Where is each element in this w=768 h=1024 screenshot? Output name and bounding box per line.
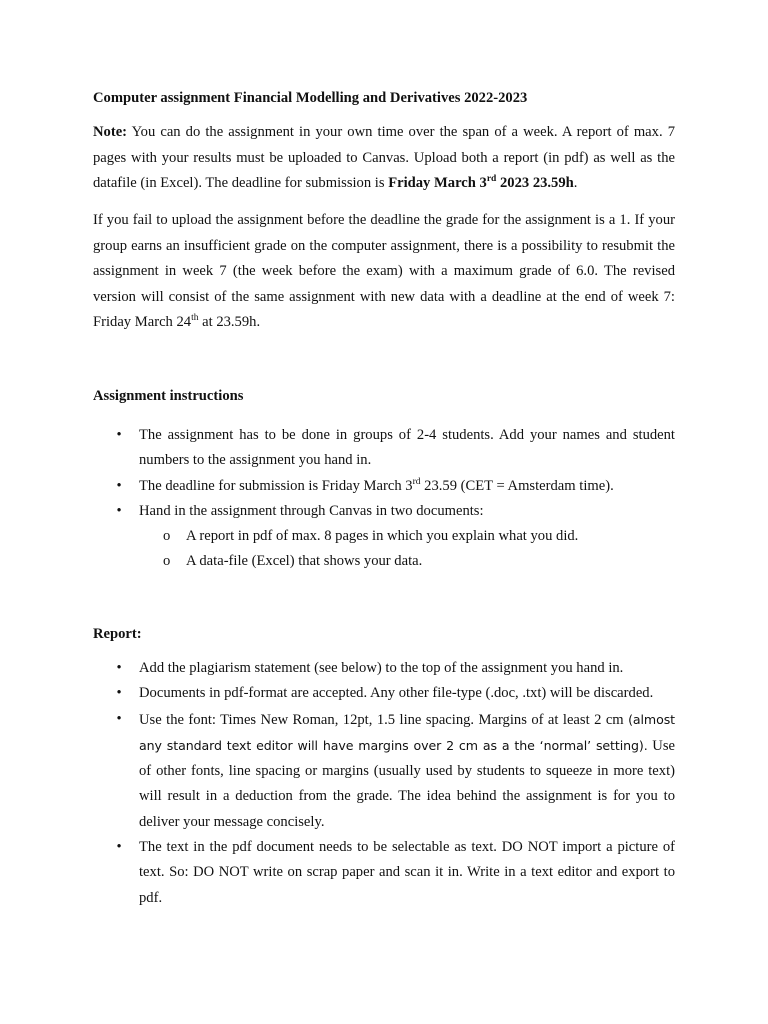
sub-bullet-icon: o — [163, 528, 171, 545]
bullet-icon: • — [116, 685, 122, 702]
fail-text: If you fail to upload the assignment before the deadline the grade for the assignment is a 1. If your group earns an insufficient grade on the computer assignment, there is a possibility to resubmit the assignment in week 7 (the week before the exam) with a maximum grade of 6.0. The revised version will consist of the same assignment with new data with a deadline at the end of week 7: Friday March 24 — [93, 212, 675, 330]
note-text: You can do the assignment in your own time over the span of a week. A report of max. 7 pages with your results must be uploaded to Canvas. Upload both a report (in pdf) as well as the datafile (in Excel). The deadline for submission is — [93, 124, 675, 191]
list-item-text: The deadline for submission is Friday March 3 — [139, 477, 413, 494]
list-item — [93, 835, 675, 911]
list-item-text: Add the plagiarism statement (see below) to the top of the assignment you hand in. — [139, 660, 624, 676]
bullet-icon: • — [116, 710, 122, 727]
report-heading: Report: — [93, 626, 142, 642]
bullet-icon: • — [116, 660, 122, 676]
bullet-icon: • — [116, 427, 122, 443]
deadline-bold-text: Friday March 3 — [388, 175, 487, 191]
list-item-text-sans: (almost any standard text editor will have margins over 2 cm as a the ‘normal’ setting). — [139, 711, 675, 753]
instructions-heading: Assignment instructions — [93, 388, 244, 404]
list-item-text-end: Use of other fonts, line spacing or margins (usually used by students to squeeze in more text) will result in a deduction from the grade. The idea behind the assignment is for you to deliver your message concisely. — [139, 737, 675, 830]
list-item — [93, 474, 675, 499]
list-item — [93, 656, 675, 681]
document-title: Computer assignment Financial Modelling and Derivatives 2022-2023 — [93, 90, 528, 106]
list-item-text: The text in the pdf document needs to be selectable as text. DO NOT import a picture of text. So: DO NOT write on scrap paper and scan it in. Write in a text editor and export to pdf. — [139, 839, 675, 906]
sub-list-item — [93, 524, 675, 549]
fail-text-end: at 23.59h. — [198, 314, 261, 330]
deadline-bold-time: 2023 23.59h — [496, 175, 574, 191]
fail-sup: th — [191, 313, 199, 323]
sub-list-item-text: A data-file (Excel) that shows your data. — [186, 553, 423, 570]
list-item-sup: rd — [412, 476, 421, 487]
list-item — [93, 499, 675, 575]
sub-bullet-icon: o — [163, 553, 171, 570]
instructions-list — [93, 423, 675, 575]
fail-paragraph — [93, 208, 675, 336]
bullet-icon: • — [116, 839, 122, 856]
list-item — [93, 681, 675, 706]
note-label: Note: — [93, 124, 128, 140]
list-item-text: Hand in the assignment through Canvas in two documents: — [139, 502, 484, 519]
list-item-text: Documents in pdf-format are accepted. Any other file-type (.doc, .txt) will be discarded. — [139, 685, 654, 702]
report-list — [93, 656, 675, 911]
list-item — [93, 707, 675, 835]
list-item-text: The assignment has to be done in groups of 2-4 students. Add your names and student numbers to the assignment you hand in. — [139, 427, 675, 469]
list-item-text: Use the font: Times New Roman, 12pt, 1.5 line spacing. Margins of at least 2 cm — [139, 711, 629, 728]
deadline-bold — [388, 175, 574, 191]
bullet-icon: • — [116, 477, 122, 494]
note-end: . — [573, 175, 578, 191]
note-paragraph — [93, 120, 675, 197]
list-item-text-end: 23.59 (CET = Amsterdam time). — [420, 477, 614, 494]
deadline-bold-sup: rd — [486, 174, 497, 184]
sub-list-item-text: A report in pdf of max. 8 pages in which you explain what you did. — [186, 528, 579, 545]
list-item — [93, 423, 675, 474]
sub-list-item — [93, 549, 675, 574]
bullet-icon: • — [116, 502, 122, 519]
